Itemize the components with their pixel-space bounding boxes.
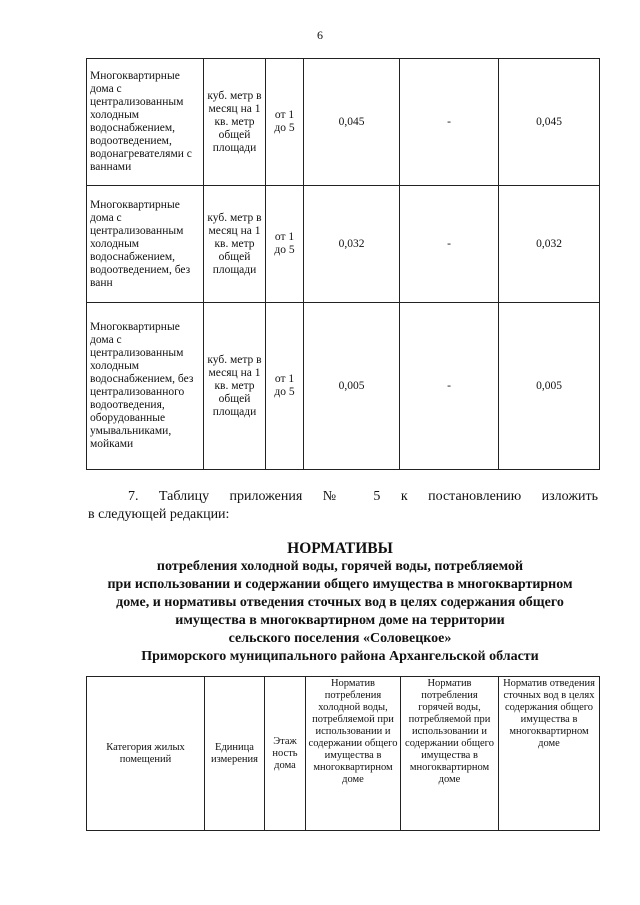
heading-line: имущества в многоквартирном доме на территории [175,613,505,628]
section-heading [60,540,620,666]
unit-cell: куб. метр в месяц на 1 кв. метр общей площади [204,59,266,186]
cold-water-cell: 0,032 [304,186,400,303]
category-cell: Многоквартирные дома с централизованным холодным водоснабжением, без централизованного водоотведения, оборудованные умывальниками, мойками [87,303,204,470]
hot-water-cell: - [400,59,499,186]
heading-line: при использовании и содержании общего имущества в многоквартирном [107,577,573,592]
instruction-paragraph-continuation: в следующей редакции: [88,507,230,522]
sewage-cell: 0,032 [499,186,600,303]
heading-line: доме, и нормативы отведения сточных вод в целях содержания общего [116,595,564,610]
hot-water-cell: - [400,186,499,303]
table-row [87,186,600,303]
header-sewage: Норматив отведения сточных вод в целях содержания общего имущества в многоквартирном доме [499,677,600,831]
unit-cell: куб. метр в месяц на 1 кв. метр общей площади [204,303,266,470]
heading-line: потребления холодной воды, горячей воды, потребляемой [156,559,524,574]
floors-cell: от 1 до 5 [266,59,304,186]
heading-line: сельского поселения «Соловецкое» [228,631,452,646]
instruction-paragraph: 7. Таблицу приложения № 5 к постановлению изложить [128,489,598,504]
heading-title: НОРМАТИВЫ [287,540,393,557]
sewage-cell: 0,045 [499,59,600,186]
category-cell: Многоквартирные дома с централизованным холодным водоснабжением, водоотведением, водонагревателями с ваннами [87,59,204,186]
header-row [87,677,600,831]
table-row [87,59,600,186]
cold-water-cell: 0,045 [304,59,400,186]
category-cell: Многоквартирные дома с централизованным холодным водоснабжением, водоотведением, без ванн [87,186,204,303]
header-cold-water: Норматив потребления холодной воды, потребляемой при использовании и содержании общего имущества в многоквартирном доме [306,677,401,831]
floors-cell: от 1 до 5 [266,186,304,303]
norms-table-continued [86,58,600,470]
header-floors: Этаж ность дома [265,677,306,831]
norms-table-header [86,676,600,831]
floors-cell: от 1 до 5 [266,303,304,470]
cold-water-cell: 0,005 [304,303,400,470]
table-row [87,303,600,470]
header-hot-water: Норматив потребления горячей воды, потребляемой при использовании и содержании общего имущества в многоквартирном доме [401,677,499,831]
hot-water-cell: - [400,303,499,470]
header-unit: Единица измерения [205,677,265,831]
heading-line: Приморского муниципального района Архангельской области [141,649,539,664]
page-number: 6 [317,28,323,42]
unit-cell: куб. метр в месяц на 1 кв. метр общей площади [204,186,266,303]
header-category: Категория жилых помещений [87,677,205,831]
sewage-cell: 0,005 [499,303,600,470]
